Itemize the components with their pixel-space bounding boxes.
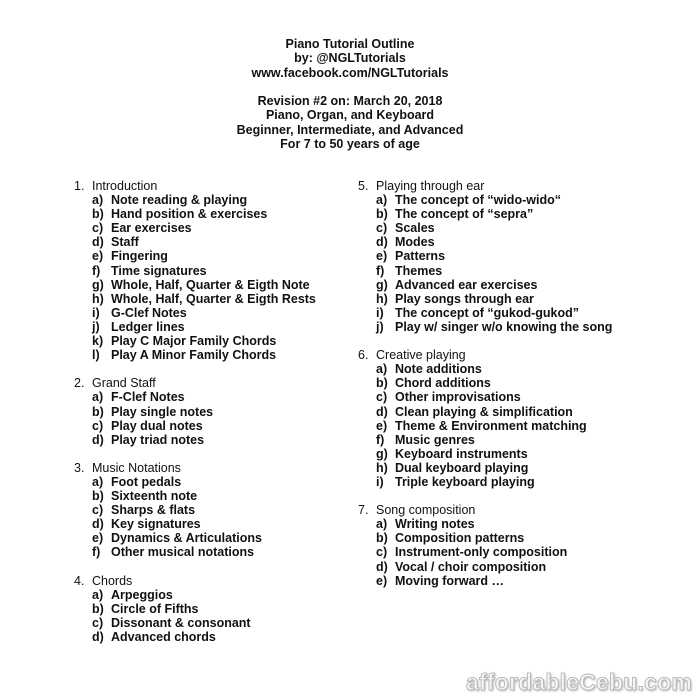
item-text: Modes [395,235,435,250]
outline-section [74,574,316,644]
item-letter: b) [92,207,104,222]
item-text: Vocal / choir composition [395,559,547,574]
outline-item [358,517,612,531]
item-letter: b) [376,531,388,546]
outline-item [358,560,612,574]
item-letter: e) [376,249,388,264]
outline-item [74,433,316,447]
item-letter: b) [376,207,388,222]
header-title: Piano Tutorial Outline [285,37,415,51]
item-text: Themes [395,263,443,278]
item-letter: g) [376,446,388,461]
item-text: Foot pedals [111,474,182,489]
item-text: Dissonant & consonant [111,615,251,630]
item-letter: i) [92,305,100,320]
section-heading [74,376,316,390]
item-letter: e) [92,531,104,546]
outline-section [74,376,316,446]
item-text: Play songs through ear [395,291,534,306]
outline-item [74,531,316,545]
item-text: G-Clef Notes [111,305,187,320]
item-letter: d) [92,630,104,644]
item-text: The concept of “sepra” [395,207,534,222]
item-text: Note reading & playing [111,193,248,208]
outline-item [358,221,612,235]
item-letter: a) [376,517,388,532]
item-letter: i) [376,305,384,320]
section-heading [74,179,316,193]
item-text: Dynamics & Articulations [111,531,262,546]
item-letter: g) [376,277,388,292]
outline-item [74,292,316,306]
section-heading [74,461,316,475]
outline-section [74,179,316,362]
item-text: Play C Major Family Chords [111,334,277,349]
item-letter: c) [376,545,388,560]
item-text: Time signatures [111,263,207,278]
item-text: Ear exercises [111,221,192,236]
item-letter: c) [92,615,104,630]
item-letter: a) [376,193,388,208]
section-heading [358,503,612,517]
section-title: Chords [92,573,133,588]
header-spacer [0,80,700,94]
item-letter: a) [92,474,104,489]
header-levels: Beginner, Intermediate, and Advanced [236,122,464,137]
outline-item [74,475,316,489]
item-text: Advanced ear exercises [395,277,538,292]
item-text: Play w/ singer w/o knowing the song [395,319,613,334]
section-title: Introduction [92,179,158,193]
item-text: Circle of Fifths [111,601,199,616]
item-letter: b) [92,601,104,616]
item-text: Fingering [111,249,168,264]
outline-item [358,362,612,376]
item-letter: h) [376,291,388,306]
item-text: Composition patterns [395,531,525,546]
item-letter: d) [376,404,388,419]
outline-item [74,207,316,221]
item-letter: f) [92,545,101,560]
item-letter: f) [376,263,385,278]
item-text: Other musical notations [111,545,255,560]
outline-item [358,419,612,433]
item-letter: f) [376,432,385,447]
outline-item [74,264,316,278]
item-letter: c) [92,221,104,236]
item-text: Chord additions [395,376,491,391]
item-letter: i) [376,474,384,489]
section-number: 4. [74,573,85,588]
outline-item [358,475,612,489]
item-letter: d) [376,235,388,250]
outline-section [74,461,316,560]
outline-item [358,249,612,263]
item-text: Whole, Half, Quarter & Eigth Rests [111,291,316,306]
outline-item [74,348,316,362]
item-text: Other improvisations [395,390,521,405]
header-author: by: @NGLTutorials [294,51,406,66]
outline-item [74,630,316,644]
item-letter: e) [376,418,388,433]
item-text: Triple keyboard playing [395,474,535,489]
item-text: The concept of “gukod-gukod” [395,305,580,320]
outline-item [358,278,612,292]
item-letter: h) [376,460,388,475]
outline-item [358,235,612,249]
outline-item [358,461,612,475]
outline-item [358,574,612,588]
header-url: www.facebook.com/NGLTutorials [251,65,449,80]
item-letter: e) [376,573,388,588]
watermark-logo: affordableCebu.com [466,669,692,695]
item-text: Writing notes [395,517,475,532]
item-letter: k) [92,334,104,349]
outline-item [358,531,612,545]
outline-item [358,264,612,278]
item-letter: c) [92,418,104,433]
outline-section [358,503,612,588]
outline-item [74,503,316,517]
item-letter: a) [376,362,388,377]
item-letter: j) [376,319,384,334]
item-text: Moving forward … [395,573,505,588]
section-title: Music Notations [92,460,181,475]
header-instruments: Piano, Organ, and Keyboard [265,108,435,123]
item-letter: e) [92,249,104,264]
item-text: Theme & Environment matching [395,418,587,433]
outline-item [74,545,316,559]
item-text: Play single notes [111,404,214,419]
section-title: Creative playing [376,348,466,363]
outline-item [358,390,612,404]
outline-section [358,179,612,334]
outline-item [358,447,612,461]
outline-item [74,602,316,616]
outline-item [74,334,316,348]
item-letter: c) [376,221,388,236]
outline-item [74,320,316,334]
section-heading [358,179,612,193]
section-number: 3. [74,460,85,475]
section-number: 6. [358,348,369,363]
outline-item [358,433,612,447]
outline-item [74,588,316,602]
item-text: Dual keyboard playing [395,460,529,475]
item-letter: d) [92,432,104,447]
outline-item [74,306,316,320]
item-text: Music genres [395,432,475,447]
item-text: Scales [395,221,435,236]
item-letter: h) [92,291,104,306]
section-heading [74,574,316,588]
item-text: Play dual notes [111,418,203,433]
item-text: Ledger lines [111,319,185,334]
item-letter: d) [376,559,388,574]
section-title: Song composition [376,503,476,518]
item-text: Staff [111,235,139,250]
item-letter: b) [92,489,104,504]
outline-item [74,221,316,235]
outline-item [358,405,612,419]
item-text: Arpeggios [111,587,173,602]
item-text: Play triad notes [111,432,205,447]
item-letter: b) [376,376,388,391]
item-text: Whole, Half, Quarter & Eigth Note [111,277,310,292]
item-text: Sharps & flats [111,503,196,518]
header-revision: Revision #2 on: March 20, 2018 [257,94,443,109]
outline-left-column [74,179,316,658]
outline-item [74,278,316,292]
item-text: F-Clef Notes [111,390,185,405]
outline-item [358,193,612,207]
item-letter: a) [92,193,104,208]
outline-item [74,616,316,630]
outline-item [358,320,612,334]
item-text: Keyboard instruments [395,446,528,461]
section-number: 7. [358,503,369,518]
section-number: 1. [74,179,85,193]
item-text: Key signatures [111,517,201,532]
section-heading [358,348,612,362]
outline-item [358,292,612,306]
item-text: Patterns [395,249,446,264]
item-letter: l) [92,348,100,363]
item-letter: c) [376,390,388,405]
item-letter: d) [92,517,104,532]
item-letter: a) [92,390,104,405]
outline-item [74,249,316,263]
outline-item [74,419,316,433]
item-letter: j) [92,319,100,334]
section-number: 2. [74,376,85,391]
outline-item [358,376,612,390]
outline-item [358,207,612,221]
section-title: Grand Staff [92,376,156,391]
item-text: Play A Minor Family Chords [111,348,277,363]
outline-item [74,517,316,531]
item-letter: d) [92,235,104,250]
item-text: Sixteenth note [111,489,198,504]
item-letter: c) [92,503,104,518]
outline-item [74,390,316,404]
item-letter: b) [92,404,104,419]
outline-item [358,306,612,320]
item-text: The concept of “wido-wido“ [395,193,561,208]
outline-item [74,235,316,249]
outline-item [74,405,316,419]
item-letter: g) [92,277,104,292]
outline-right-column [358,179,612,602]
outline-item [74,489,316,503]
item-letter: f) [92,263,101,278]
outline-item [74,193,316,207]
outline-item [358,545,612,559]
item-text: Instrument-only composition [395,545,568,560]
outline-section [358,348,612,489]
item-text: Note additions [395,362,482,377]
item-text: Advanced chords [111,630,216,644]
item-text: Clean playing & simplification [395,404,573,419]
document-header [0,37,700,151]
section-number: 5. [358,179,369,193]
header-ages: For 7 to 50 years of age [280,137,420,152]
item-letter: a) [92,587,104,602]
section-title: Playing through ear [376,179,485,193]
item-text: Hand position & exercises [111,207,268,222]
